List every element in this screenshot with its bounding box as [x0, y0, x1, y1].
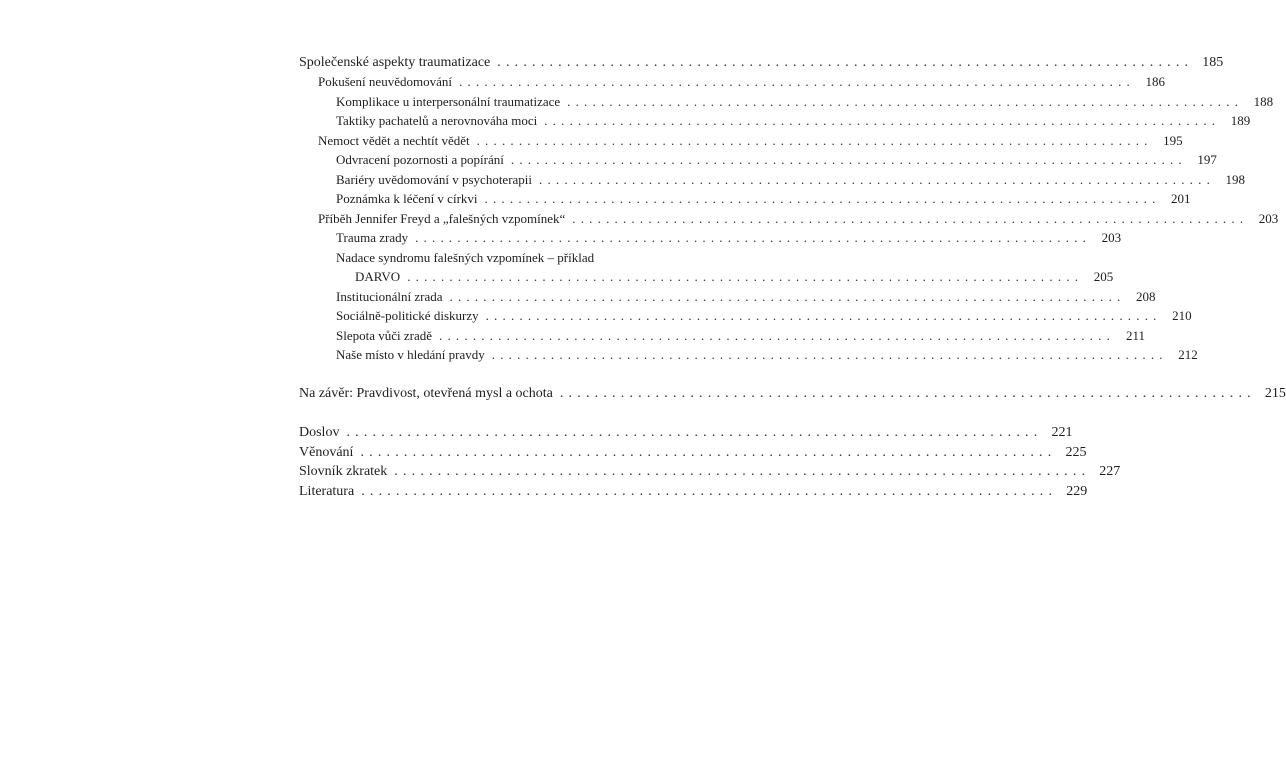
toc-entry-page: 205 — [1093, 269, 1114, 284]
toc-dot-leader: ................................................................................ — [559, 386, 1256, 401]
toc-entry — [299, 287, 1156, 306]
toc-entry-title: Slovník zkratek — [299, 464, 388, 479]
toc-entry-page: 227 — [1099, 464, 1121, 479]
toc-entry-page: 195 — [1163, 133, 1183, 148]
toc-entry-title: Trauma zrady — [336, 230, 409, 245]
toc-entry — [299, 326, 1146, 345]
toc-entry-title: Komplikace u interpersonální traumatizace — [336, 94, 561, 109]
toc-entry-page: 197 — [1197, 152, 1217, 167]
toc-entry — [299, 150, 1217, 169]
toc-dot-leader: ................................................................................ — [572, 211, 1249, 226]
toc-entry-page: 201 — [1171, 191, 1191, 206]
toc-entry-title: Společenské aspekty traumatizace — [299, 55, 491, 70]
toc-entry — [299, 189, 1191, 208]
toc-entry — [299, 53, 1224, 72]
toc-dot-leader: ................................................................................ — [567, 94, 1244, 109]
toc-entry — [299, 72, 1165, 91]
toc-entry — [299, 384, 1286, 403]
toc-entry — [299, 170, 1246, 189]
toc-entry-page: 229 — [1066, 484, 1088, 499]
toc-dot-leader: ................................................................................ — [510, 152, 1187, 167]
toc-dot-leader: ................................................................................ — [544, 113, 1221, 128]
toc-entry-page: 188 — [1253, 94, 1274, 109]
toc-dot-leader: ................................................................................ — [361, 484, 1058, 499]
toc-entry — [299, 248, 682, 267]
toc-dot-leader: ................................................................................ — [485, 308, 1162, 323]
toc-entry-title: Sociálně-politické diskurzy — [336, 308, 479, 323]
toc-entry-page: 215 — [1264, 386, 1286, 401]
toc-dot-leader: ................................................................................ — [497, 55, 1194, 70]
toc-entry-page: 186 — [1145, 74, 1165, 89]
toc-entry-page: 208 — [1136, 289, 1156, 304]
toc-entry — [299, 267, 1114, 286]
toc-entry-title: Literatura — [299, 484, 355, 499]
toc-entry — [299, 482, 1088, 501]
toc-entry — [299, 306, 1192, 325]
toc-entry-page: 212 — [1178, 347, 1198, 362]
toc-entry-title: Na závěr: Pravdivost, otevřená mysl a ochota — [299, 386, 553, 401]
toc-entry-title: Věnování — [299, 445, 354, 460]
toc-dot-leader: ................................................................................ — [491, 347, 1168, 362]
toc-entry-title: Slepota vůči zradě — [336, 328, 433, 343]
toc-entry-page: 211 — [1125, 328, 1146, 343]
toc-dot-leader: ................................................................................ — [458, 74, 1135, 89]
toc-entry — [299, 462, 1121, 481]
toc-entry-title: Odvracení pozornosti a popírání — [336, 152, 504, 167]
toc-entry-title: Taktiky pachatelů a nerovnováha moci — [336, 113, 538, 128]
toc-dot-leader: ................................................................................ — [539, 172, 1216, 187]
toc-entry-page: 221 — [1051, 425, 1073, 440]
toc-entry-title: DARVO — [355, 269, 401, 284]
toc-dot-leader: ................................................................................ — [449, 289, 1126, 304]
toc-entry — [299, 209, 1279, 228]
toc-entry-page: 203 — [1101, 230, 1122, 245]
toc-entry-page: 210 — [1172, 308, 1192, 323]
toc-dot-leader: ................................................................................ — [407, 269, 1084, 284]
toc-entry-title: Naše místo v hledání pravdy — [336, 347, 485, 362]
toc-entry-title: Nemoct vědět a nechtít vědět — [318, 133, 470, 148]
toc-entry-page: 185 — [1202, 55, 1224, 70]
toc-entry — [299, 443, 1087, 462]
toc-dot-leader: ................................................................................ — [439, 328, 1116, 343]
toc-dot-leader: ................................................................................ — [360, 445, 1057, 460]
toc-entry-title: Příběh Jennifer Freyd a „falešných vzpomínek“ — [318, 211, 566, 226]
toc-entry — [299, 131, 1183, 150]
toc-entry-title: Institucionální zrada — [336, 289, 443, 304]
toc-dot-leader: ................................................................................ — [346, 425, 1043, 440]
toc-entry-title: Doslov — [299, 425, 340, 440]
toc-entry-page: 189 — [1230, 113, 1251, 128]
toc-dot-leader: ................................................................................ — [484, 191, 1161, 206]
toc-dot-leader: ................................................................................ — [415, 230, 1092, 245]
toc-entry — [299, 92, 1274, 111]
toc-entry-page: 198 — [1225, 172, 1246, 187]
toc-entry-title: Nadace syndromu falešných vzpomínek – příklad — [336, 250, 595, 265]
toc-entry — [299, 228, 1122, 247]
toc-entry-title: Poznámka k léčení v církvi — [336, 191, 478, 206]
toc-entry — [299, 423, 1073, 442]
toc-entry-page: 225 — [1065, 445, 1087, 460]
toc-entry-title: Bariéry uvědomování v psychoterapii — [336, 172, 533, 187]
toc-entry — [299, 345, 1198, 364]
toc-entry-page: 203 — [1258, 211, 1279, 226]
toc-dot-leader: ................................................................................ — [394, 464, 1091, 479]
toc-entry — [299, 111, 1251, 130]
toc-entry-title: Pokušení neuvědomování — [318, 74, 452, 89]
toc-dot-leader: ................................................................................ — [476, 133, 1153, 148]
